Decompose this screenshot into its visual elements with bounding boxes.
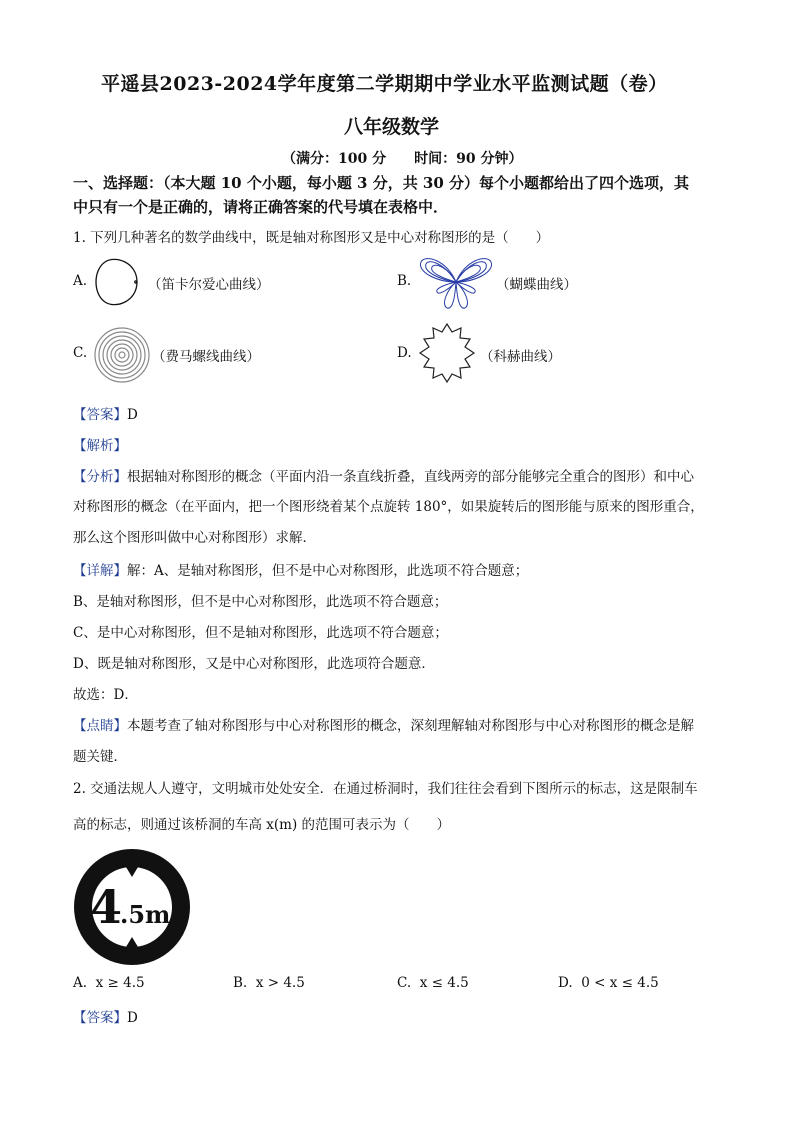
q2-option-b-expr: x > 4.5 xyxy=(255,975,305,991)
q1-option-a-caption: （笛卡尔爱心曲线） xyxy=(148,277,270,293)
xiangjie-line3: C、是中心对称图形，但不是轴对称图形，此选项不符合题意； xyxy=(73,625,448,641)
xiangjie-tag: 【详解】 xyxy=(73,563,127,579)
fenxi-line1: 根据轴对称图形的概念（平面内沿一条直线折叠，直线两旁的部分能够完全重合的图形）和中心 xyxy=(127,469,694,485)
q2-option-b xyxy=(233,975,305,991)
fenxi-tag: 【分析】 xyxy=(73,469,127,485)
analysis-tag: 【解析】 xyxy=(73,438,127,454)
q1-option-d-caption: （科赫曲线） xyxy=(480,349,561,365)
xiangjie-line2: B、是轴对称图形，但不是中心对称图形，此选项不符合题意； xyxy=(73,594,448,610)
q2-option-c xyxy=(397,975,469,991)
sign-number-big: 4 xyxy=(90,880,123,934)
dianjing-tag: 【点睛】 xyxy=(73,718,127,734)
cardioid-curve-icon xyxy=(90,252,150,312)
page-title: 平遥县2023-2024学年度第二学期期中学业水平监测试题（卷） xyxy=(101,73,668,95)
q1-option-b-caption: （蝴蝶曲线） xyxy=(496,277,577,293)
fermat-spiral-icon xyxy=(93,326,151,384)
score-time-line: （满分：100 分 时间：90 分钟） xyxy=(282,151,523,167)
dianjing-line2: 题关键． xyxy=(73,749,127,765)
q2-stem-line1: 2. 交通法规人人遵守，文明城市处处安全．在通过桥洞时，我们往往会看到下图所示的标志，这是限制车 xyxy=(73,781,698,797)
q1-option-c-letter: C. xyxy=(73,345,88,361)
q2-option-d-expr: 0 < x ≤ 4.5 xyxy=(581,975,659,991)
q2-option-c-letter: C. xyxy=(397,975,412,991)
fenxi-line3: 那么这个图形叫做中心对称图形）求解． xyxy=(73,530,316,546)
q2-option-d-letter: D. xyxy=(558,975,573,991)
q2-option-a-letter: A. xyxy=(73,975,88,991)
q2-option-b-letter: B. xyxy=(233,975,248,991)
koch-snowflake-icon xyxy=(414,322,480,384)
butterfly-curve-icon xyxy=(417,252,495,312)
page-subtitle: 八年级数学 xyxy=(344,116,440,138)
section-heading-line1: 一、选择题：（本大题 10 个小题，每小题 3 分，共 30 分）每个小题都给出了四个选项，其 xyxy=(73,174,690,192)
q2-answer: D xyxy=(127,1010,138,1026)
conclusion-line: 故选：D． xyxy=(73,687,138,703)
q1-option-b-letter: B. xyxy=(397,273,412,289)
q1-answer: D xyxy=(127,407,138,423)
q2-option-c-expr: x ≤ 4.5 xyxy=(419,975,469,991)
dianjing-line1: 本题考查了轴对称图形与中心对称图形的概念，深刻理解轴对称图形与中心对称图形的概念是解 xyxy=(127,718,694,734)
xiangjie-line1: 解：A、是轴对称图形，但不是中心对称图形，此选项不符合题意； xyxy=(127,563,529,579)
q1-stem: 1. 下列几种著名的数学曲线中，既是轴对称图形又是中心对称图形的是（ ） xyxy=(73,230,550,246)
sign-number-small: .5m xyxy=(120,900,171,929)
xiangjie-line4: D、既是轴对称图形，又是中心对称图形，此选项符合题意． xyxy=(73,656,435,672)
section-heading-line2: 中只有一个是正确的，请将正确答案的代号填在表格中． xyxy=(73,198,449,216)
q2-option-a xyxy=(73,975,145,991)
q1-option-d-letter: D. xyxy=(397,345,412,361)
answer-tag: 【答案】 xyxy=(73,407,127,423)
q2-stem-line2: 高的标志，则通过该桥洞的车高 x(m) 的范围可表示为（ ） xyxy=(73,817,451,833)
q2-option-d xyxy=(558,975,659,991)
fenxi-line2: 对称图形的概念（在平面内，把一个图形绕着某个点旋转 180°，如果旋转后的图形能与原来的图形重合， xyxy=(73,499,704,515)
height-limit-sign xyxy=(73,848,191,966)
q1-option-c-caption: （费马螺线曲线） xyxy=(152,349,260,365)
q2-option-a-expr: x ≥ 4.5 xyxy=(95,975,145,991)
q1-option-a-letter: A. xyxy=(73,273,88,289)
q2-answer-tag: 【答案】 xyxy=(73,1010,127,1026)
